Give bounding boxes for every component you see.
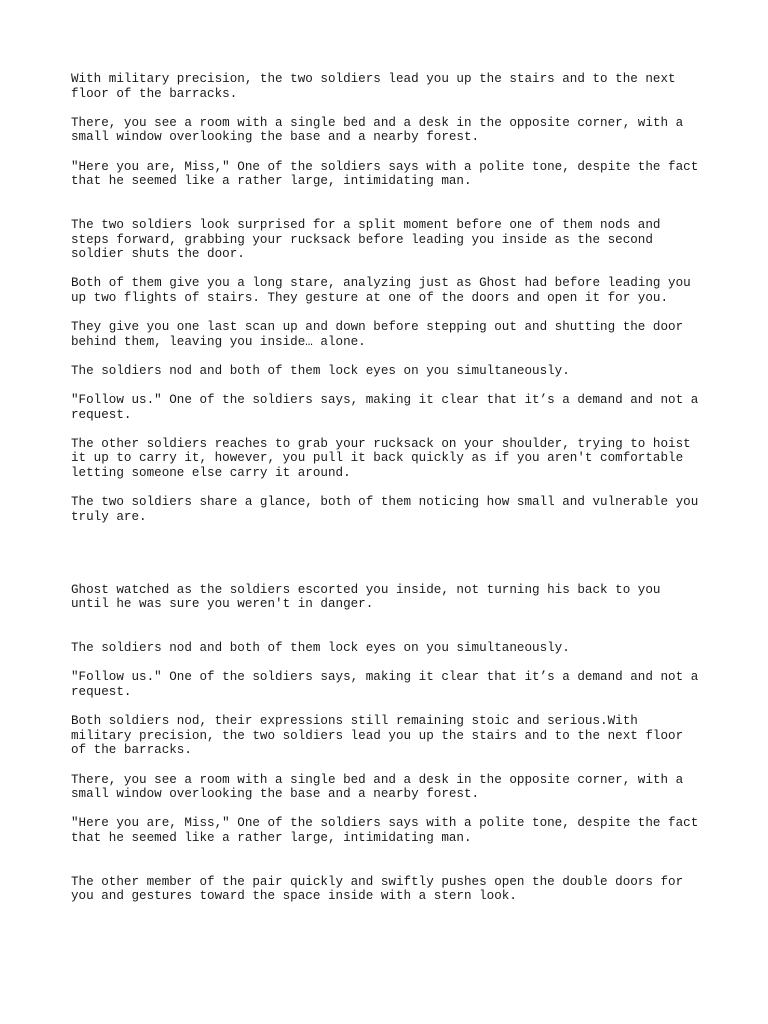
paragraph-gap bbox=[71, 145, 711, 160]
paragraph-8: "Follow us." One of the soldiers says, making it clear that it’s a demand and not a request. bbox=[71, 393, 699, 422]
paragraph-gap bbox=[71, 422, 711, 437]
paragraph-10: The two soldiers share a glance, both of them noticing how small and vulnerable you truly are. bbox=[71, 495, 699, 524]
paragraph-14: Both soldiers nod, their expressions still remaining stoic and serious.With military precision, the two soldiers lead you up the stairs and to the next floor of the barracks. bbox=[71, 714, 684, 758]
paragraph-4: The two soldiers look surprised for a split moment before one of them nods and steps forward, grabbing your rucksack before leading you inside as the second soldier shuts the door. bbox=[71, 217, 661, 262]
paragraph-1: With military precision, the two soldiers lead you up the stairs and to the next floor of the barracks. bbox=[71, 72, 676, 101]
paragraph-gap bbox=[71, 101, 711, 116]
paragraph-5: Both of them give you a long stare, analyzing just as Ghost had before leading you up two flights of stairs. They gesture at one of the doors and open it for you. bbox=[71, 276, 691, 305]
paragraph-7: The soldiers nod and both of them lock eyes on you simultaneously. bbox=[71, 363, 570, 378]
paragraph-gap bbox=[71, 262, 711, 277]
paragraph-gap bbox=[71, 306, 711, 321]
paragraph-3: "Here you are, Miss," One of the soldiers says with a polite tone, despite the fact that he seemed like a rather large, intimidating man. bbox=[71, 159, 699, 189]
paragraph-gap bbox=[71, 656, 711, 671]
paragraph-16: "Here you are, Miss," One of the soldiers says with a polite tone, despite the fact that he seemed like a rather large, intimidating man. bbox=[71, 816, 699, 845]
paragraph-6: They give you one last scan up and down before stepping out and shutting the door behind them, leaving you inside… alone. bbox=[71, 320, 684, 349]
paragraph-13: "Follow us." One of the soldiers says, making it clear that it’s a demand and not a request. bbox=[71, 670, 699, 699]
document-body bbox=[71, 72, 711, 904]
paragraph-gap bbox=[71, 349, 711, 364]
section-gap bbox=[71, 189, 711, 218]
section-gap bbox=[71, 845, 711, 874]
paragraph-9: The other soldiers reaches to grab your rucksack on your shoulder, trying to hoist it up to carry it, however, you pull it back quickly as if you aren't comfortable letting someone else carry it around. bbox=[71, 436, 691, 481]
paragraph-gap bbox=[71, 378, 711, 393]
paragraph-gap bbox=[71, 802, 711, 817]
paragraph-12: The soldiers nod and both of them lock eyes on you simultaneously. bbox=[71, 641, 570, 656]
paragraph-2: There, you see a room with a single bed and a desk in the opposite corner, with a small window overlooking the base and a nearby forest. bbox=[71, 115, 684, 145]
paragraph-gap bbox=[71, 481, 711, 496]
paragraph-11: Ghost watched as the soldiers escorted you inside, not turning his back to you until he was sure you weren't in danger. bbox=[71, 582, 661, 612]
paragraph-gap bbox=[71, 758, 711, 773]
paragraph-gap bbox=[71, 700, 711, 715]
section-gap bbox=[71, 612, 711, 641]
paragraph-15: There, you see a room with a single bed and a desk in the opposite corner, with a small window overlooking the base and a nearby forest. bbox=[71, 772, 684, 802]
section-gap bbox=[71, 524, 711, 582]
paragraph-17: The other member of the pair quickly and swiftly pushes open the double doors for you and gestures toward the space inside with a stern look. bbox=[71, 874, 684, 904]
